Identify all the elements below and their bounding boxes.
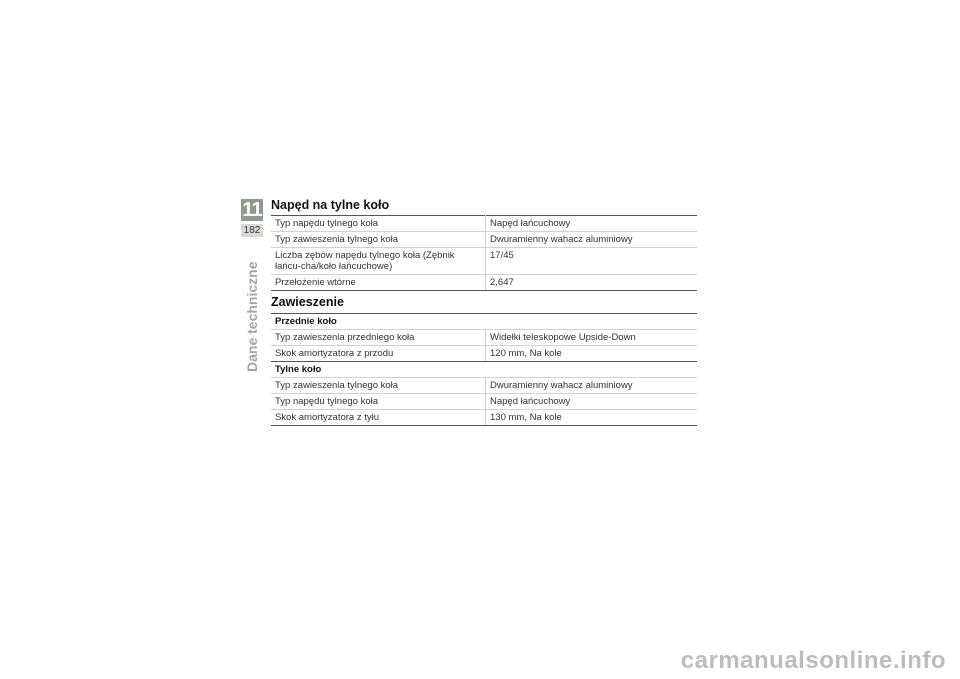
spec-label: Skok amortyzatora z przodu [271,346,486,362]
spec-label: Liczba zębów napędu tylnego koła (Zębnik łańcu-cha/koło łańcuchowe) [271,248,486,275]
spec-label: Skok amortyzatora z tyłu [271,410,486,426]
spec-value: 2,647 [486,275,698,291]
section-title-suspension: Zawieszenie [271,295,344,309]
spec-label: Typ zawieszenia tylnego koła [271,232,486,248]
table-subheading-row [271,314,697,330]
suspension-spec-table [271,313,697,426]
spec-value: Dwuramienny wahacz aluminiowy [486,232,698,248]
table-row [271,330,697,346]
table-row [271,248,697,275]
spec-value: 17/45 [486,248,698,275]
table-row [271,410,697,426]
table-row [271,216,697,232]
watermark-text: carmanualsonline.info [680,647,946,674]
spec-label: Typ napędu tylnego koła [271,216,486,232]
spec-label: Przełożenie wtórne [271,275,486,291]
table-row [271,275,697,291]
chapter-number-badge: 11 [242,199,262,221]
spec-value: 130 mm, Na kole [486,410,698,426]
spec-value: Widełki teleskopowe Upside-Down [486,330,698,346]
table-subheading-row [271,362,697,378]
subheading-rear-wheel: Tylne koło [271,362,697,378]
spec-value: 120 mm, Na kole [486,346,698,362]
table-row [271,346,697,362]
spec-label: Typ zawieszenia przedniego koła [271,330,486,346]
subheading-front-wheel: Przednie koło [271,314,697,330]
spec-label: Typ napędu tylnego koła [271,394,486,410]
table-row [271,378,697,394]
chapter-side-title: Dane techniczne [244,261,260,372]
spec-value: Dwuramienny wahacz aluminiowy [486,378,698,394]
spec-value: Napęd łańcuchowy [486,216,698,232]
page-number: 182 [241,224,263,237]
spec-label: Typ zawieszenia tylnego koła [271,378,486,394]
table-row [271,232,697,248]
section-title-rear-drive: Napęd na tylne koło [271,198,390,212]
spec-value: Napęd łańcuchowy [486,394,698,410]
rear-drive-spec-table [271,215,697,291]
table-row [271,394,697,410]
